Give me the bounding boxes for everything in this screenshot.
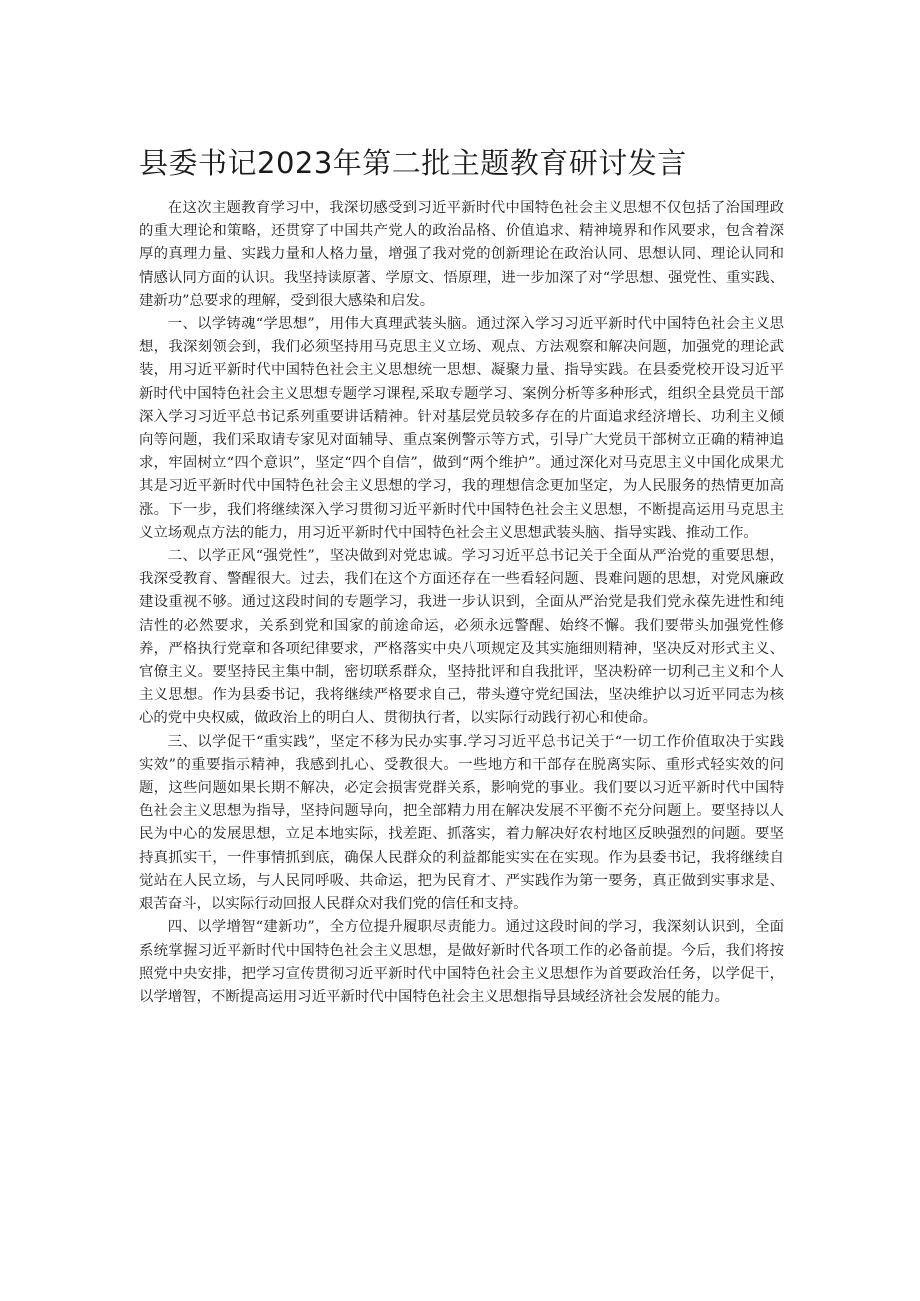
paragraph-section-3: 三、以学促干“重实践”，坚定不移为民办实事.学习习近平总书记关于“一切工作价值取决于实践实效”的重要指示精神，我感到扎心、受教很大。一些地方和干部存在脱离实际、重形式轻实效的问题，这些问题如果长期不解决，必定会损害党群关系，影响党的事业。我们要以习近平新时代中国特色社会主义思想为指导，坚持问题导向，把全部精力用在解决发展不平衡不充分问题上。要坚持以人民为中心的发展思想，立足本地实际，找差距、抓落实，着力解决好农村地区反映强烈的问题。要坚持真抓实干，一件事情抓到底，确保人民群众的利益都能实实在在实现。作为县委书记，我将继续自觉站在人民立场，与人民同呼吸、共命运，把为民育才、严实践作为第一要务，真正做到实事求是、艰苦奋斗，以实际行动回报人民群众对我们党的信任和支持。 xyxy=(139,733,784,913)
paragraph-section-4: 四、以学增智“建新功”，全方位提升履职尽责能力。通过这段时间的学习，我深刻认识到，全面系统掌握习近平新时代中国特色社会主义思想，是做好新时代各项工作的必备前提。今后，我们将按照党中央安排，把学习宣传贯彻习近平新时代中国特色社会主义思想作为首要政治任务，以学促干，以学增智，不断提高运用习近平新时代中国特色社会主义思想指导县域经济社会发展的能力。 xyxy=(139,919,784,1005)
paragraph-intro: 在这次主题教育学习中，我深切感受到习近平新时代中国特色社会主义思想不仅包括了治国理政的重大理论和策略，还贯穿了中国共产党人的政治品格、价值追求、精神境界和作风要求，包含着深厚的真理力量、实践力量和人格力量，增强了我对党的创新理论在政治认同、思想认同、理论认同和情感认同方面的认识。我坚持读原著、学原文、悟原理，进一步加深了对“学思想、强党性、重实践、建新功”总要求的理解，受到很大感染和启发。 xyxy=(139,200,784,309)
paragraph-section-2: 二、以学正风“强党性”，坚决做到对党忠诚。学习习近平总书记关于全面从严治党的重要思想，我深受教育、警醒很大。过去，我们在这个方面还存在一些看轻问题、畏难问题的思想，对党风廉政建设重视不够。通过这段时间的专题学习，我进一步认识到，全面从严治党是我们党永葆先进性和纯洁性的必然要求，关系到党和国家的前途命运，必须永远警醒、始终不懈。我们要带头加强党性修养，严格执行党章和各项纪律要求，严格落实中央八项规定及其实施细则精神，坚决反对形式主义、官僚主义。要坚持民主集中制，密切联系群众，坚持批评和自我批评，坚决粉碎一切利己主义和个人主义思想。作为县委书记，我将继续严格要求自己，带头遵守党纪国法，坚决维护以习近平同志为核心的党中央权威，做政治上的明白人、贯彻执行者，以实际行动践行初心和使命。 xyxy=(139,548,784,727)
document-body xyxy=(139,197,784,1009)
paragraph-section-1: 一、以学铸魂“学思想”，用伟大真理武装头脑。通过深入学习习近平新时代中国特色社会主义思想，我深刻领会到，我们必须坚持用马克思主义立场、观点、方法观察和解决问题，加强党的理论武装，用习近平新时代中国特色社会主义思想统一思想、凝聚力量、指导实践。在县委党校开设习近平新时代中国特色社会主义思想专题学习课程,采取专题学习、案例分析等多种形式，组织全县党员干部深入学习习近平总书记系列重要讲话精神。针对基层党员较多存在的片面追求经济增长、功利主义倾向等问题，我们采取请专家见对面辅导、重点案例警示等方式，引导广大党员干部树立正确的精神追求，牢固树立“四个意识”，坚定“四个自信”，做到“两个维护”。通过深化对马克思主义中国化成果尤其是习近平新时代中国特色社会主义思想的学习，我的理想信念更加坚定，为人民服务的热情更加高涨。下一步，我们将继续深入学习贯彻习近平新时代中国特色社会主义思想，不断提高运用马克思主义立场观点方法的能力，用习近平新时代中国特色社会主义思想武装头脑、指导实践、推动工作。 xyxy=(139,316,784,541)
document-title: 县委书记2023年第二批主题教育研讨发言 xyxy=(139,146,687,180)
